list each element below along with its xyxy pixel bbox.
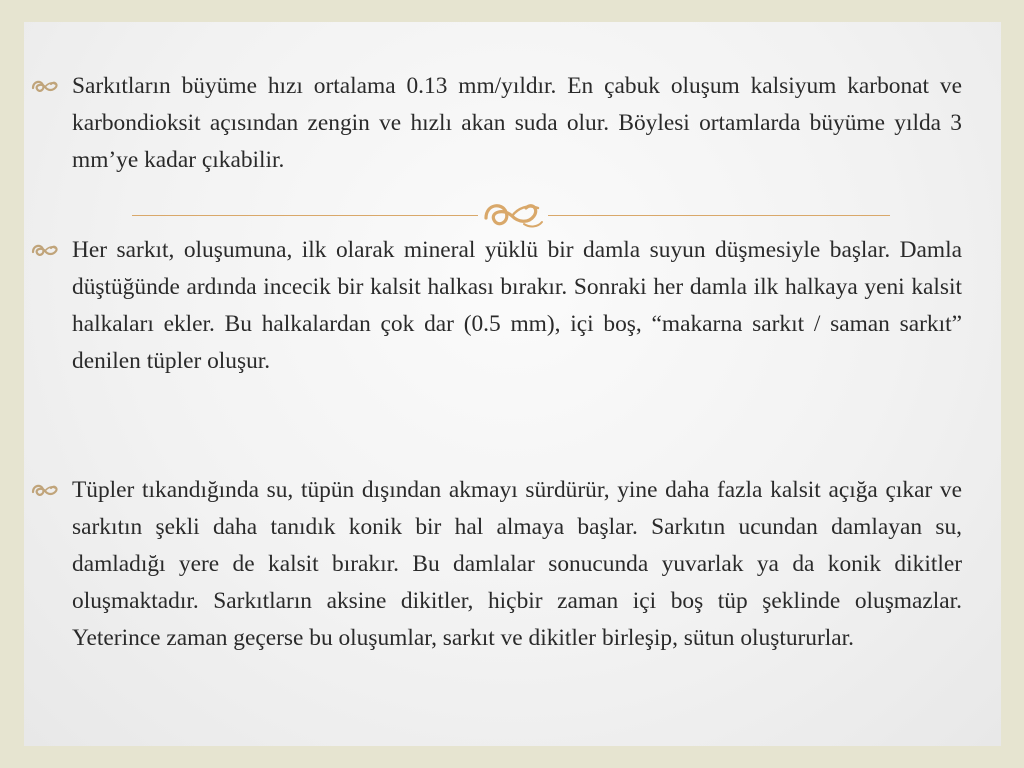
bullet-text: Sarkıtların büyüme hızı ortalama 0.13 mm/yıldır. En çabuk oluşum kalsiyum karbonat ve karbondioksit açısından zengin ve hızlı akan suda olur. Böylesi ortamlarda büyüme yılda 3 mm’ye kadar çıkabilir. [72, 73, 962, 173]
divider-line-left [132, 215, 478, 216]
bullet-text: Her sarkıt, oluşumuna, ilk olarak mineral yüklü bir damla suyun düşmesiyle başlar. Damla düştüğünde ardında incecik bir kalsit halkası bırakır. Sonraki her damla ilk halkaya yeni kalsit halkaları ekler. Bu halkalardan çok dar (0.5 mm), içi boş, “makarna sarkıt / saman sarkıt” denilen tüpler oluşur. [72, 237, 962, 374]
bullet-item-3 [48, 472, 962, 657]
bullet-text: Tüpler tıkandığında su, tüpün dışından akmayı sürdürür, yine daha fazla kalsit açığa çıkar ve sarkıtın şekli daha tanıdık konik bir hal almaya başlar. Sarkıtın ucundan damlayan su, damladığı yere de kalsit bırakır. Bu damlalar sonucunda yuvarlak ya da konik dikitler oluşmaktadır. Sarkıtların aksine dikitler, hiçbir zaman içi boş tüp şeklinde oluşmazlar. Yeterince zaman geçerse bu oluşumlar, sarkıt ve dikitler birleşip, sütun oluştururlar. [72, 477, 962, 651]
bullet-item-2 [48, 232, 962, 380]
scroll-ornament-icon [30, 238, 60, 262]
divider-line-right [548, 215, 890, 216]
bullet-item-1 [48, 68, 962, 179]
scroll-ornament-icon [478, 194, 548, 234]
scroll-ornament-icon [30, 478, 60, 502]
divider [132, 194, 890, 234]
scroll-ornament-icon [30, 74, 60, 98]
